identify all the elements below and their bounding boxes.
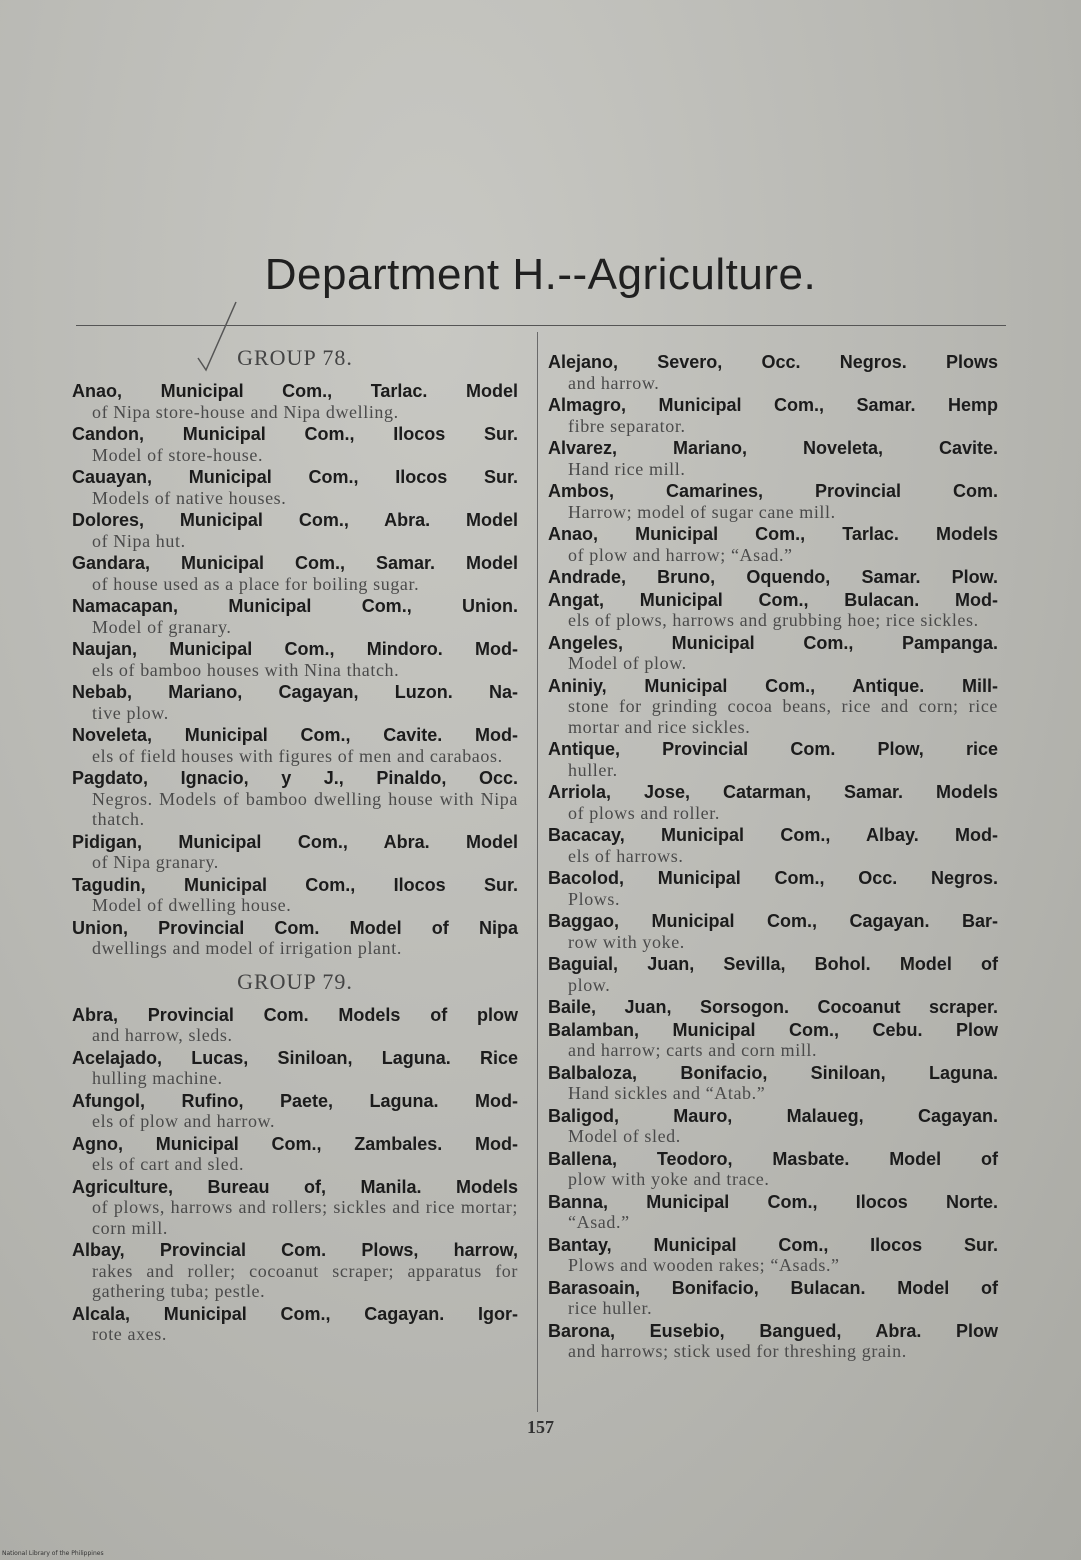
entry-description: Model of dwelling house.	[92, 895, 292, 915]
entry-name: Baggao, Municipal Com., Cagayan. Bar-	[548, 911, 998, 931]
catalog-entry	[548, 1321, 998, 1362]
entry-description: of plow and harrow; “Asad.”	[568, 544, 793, 565]
catalog-entry	[548, 1149, 998, 1190]
entry-description: els of bamboo houses with Nina thatch.	[92, 659, 400, 680]
entry-name: Tagudin, Municipal Com., Ilocos Sur.	[72, 874, 518, 895]
catalog-entry	[548, 825, 998, 866]
catalog-entry	[548, 1106, 998, 1147]
catalog-entry	[548, 782, 998, 823]
entry-name: Arriola, Jose, Catarman, Samar. Models	[548, 782, 998, 802]
catalog-entry	[548, 352, 998, 393]
entry-description: els of plow and harrow.	[92, 1111, 276, 1131]
page-title: Department H.--Agriculture.	[264, 250, 817, 299]
entry-description: Model of granary.	[92, 616, 232, 637]
catalog-entry	[548, 481, 998, 522]
catalog-entry	[72, 1091, 518, 1132]
catalog-entry	[72, 725, 518, 766]
catalog-entry	[548, 524, 998, 565]
entry-name: Pagdato, Ignacio, y J., Pinaldo, Occ.	[72, 768, 518, 788]
entry-name: Union, Provincial Com. Model of Nipa	[72, 917, 518, 938]
catalog-entry	[548, 997, 998, 1018]
entry-name: Bacacay, Municipal Com., Albay. Mod-	[548, 825, 998, 845]
catalog-entry	[548, 1192, 998, 1233]
entry-name: Agno, Municipal Com., Zambales. Mod-	[72, 1133, 518, 1154]
entry-name: Almagro, Municipal Com., Samar. Hemp	[548, 395, 998, 415]
entry-description: stone for grinding cocoa beans, rice and corn; rice mortar and rice sickles.	[568, 696, 998, 737]
entry-name: Afungol, Rufino, Paete, Laguna. Mod-	[72, 1090, 518, 1111]
entry-description: of plows, harrows and rollers; sickles and rice mortar; corn mill.	[92, 1197, 518, 1238]
page-number: 157	[527, 1417, 554, 1437]
footer-credit: National Library of the Philippines	[2, 1550, 104, 1557]
entry-name: Acelajado, Lucas, Siniloan, Laguna. Rice	[72, 1047, 518, 1068]
entry-name: Bantay, Municipal Com., Ilocos Sur.	[548, 1234, 998, 1255]
entry-description: and harrow.	[568, 372, 660, 393]
entry-description: of house used as a place for boiling sugar.	[92, 573, 420, 594]
entry-name: Cauayan, Municipal Com., Ilocos Sur.	[72, 467, 518, 487]
entry-name: Baligod, Mauro, Malaueg, Cagayan.	[548, 1105, 998, 1126]
entry-description: Hand sickles and “Atab.”	[568, 1083, 766, 1103]
entry-name: Alvarez, Mariano, Noveleta, Cavite.	[548, 438, 998, 458]
catalog-entry	[72, 832, 518, 873]
catalog-entry	[548, 911, 998, 952]
catalog-entry	[548, 1063, 998, 1104]
catalog-entry	[72, 918, 518, 959]
entry-description: Negros. Models of bamboo dwelling house with Nipa thatch.	[92, 788, 518, 829]
entry-description: “Asad.”	[568, 1212, 630, 1232]
entry-description: Plows.	[568, 888, 621, 909]
entry-description: Model of sled.	[568, 1126, 681, 1146]
entry-name: Angeles, Municipal Com., Pampanga.	[548, 632, 998, 653]
catalog-entry	[548, 739, 998, 780]
entry-name: Banna, Municipal Com., Ilocos Norte.	[548, 1191, 998, 1212]
entry-description: hulling machine.	[92, 1068, 223, 1088]
entry-description: Model of store-house.	[92, 444, 264, 465]
catalog-entry	[72, 1005, 518, 1046]
entry-description: row with yoke.	[568, 931, 685, 952]
entry-name: Anao, Municipal Com., Tarlac. Models	[548, 524, 998, 544]
catalog-entry	[548, 438, 998, 479]
entry-name: Barona, Eusebio, Bangued, Abra. Plow	[548, 1320, 998, 1341]
entry-name: Ballena, Teodoro, Masbate. Model of	[548, 1148, 998, 1169]
entry-description: and harrow; carts and corn mill.	[568, 1040, 818, 1060]
entry-name: Abra, Provincial Com. Models of plow	[72, 1004, 518, 1025]
entry-description: Plows and wooden rakes; “Asads.”	[568, 1255, 840, 1275]
entry-name: Nebab, Mariano, Cagayan, Luzon. Na-	[72, 682, 518, 702]
right-column	[548, 352, 998, 1364]
catalog-entry	[72, 467, 518, 508]
entry-name: Agriculture, Bureau of, Manila. Models	[72, 1176, 518, 1197]
catalog-entry	[72, 639, 518, 680]
entry-description: of Nipa store-house and Nipa dwelling.	[92, 401, 399, 422]
column-divider	[537, 332, 538, 1412]
entry-description: dwellings and model of irrigation plant.	[92, 938, 402, 958]
catalog-entry	[548, 676, 998, 738]
entry-description: fibre separator.	[568, 415, 686, 436]
entry-description: plow.	[568, 974, 611, 995]
catalog-entry	[548, 1235, 998, 1276]
entry-description: rice huller.	[568, 1298, 653, 1318]
entry-name: Alcala, Municipal Com., Cagayan. Igor-	[72, 1303, 518, 1324]
catalog-entry	[548, 395, 998, 436]
catalog-entry	[72, 553, 518, 594]
entry-description: of Nipa hut.	[92, 530, 186, 551]
entry-description: Models of native houses.	[92, 487, 287, 508]
entry-name: Anao, Municipal Com., Tarlac. Model	[72, 381, 518, 401]
entry-name: Albay, Provincial Com. Plows, harrow,	[72, 1240, 518, 1260]
catalog-entry	[72, 768, 518, 830]
entry-name: Pidigan, Municipal Com., Abra. Model	[72, 831, 518, 852]
entry-description: els of cart and sled.	[92, 1154, 245, 1174]
catalog-entry	[72, 1177, 518, 1239]
catalog-entry	[72, 682, 518, 723]
group-79-list	[72, 1005, 518, 1345]
entry-description: Harrow; model of sugar cane mill.	[568, 501, 836, 522]
entry-description: huller.	[568, 759, 618, 780]
entry-name: Andrade, Bruno, Oquendo, Samar. Plow.	[548, 567, 998, 587]
group-79-continued-list	[548, 352, 998, 1362]
group-79-heading: GROUP 79.	[237, 968, 353, 994]
catalog-entry	[72, 1240, 518, 1302]
entry-name: Candon, Municipal Com., Ilocos Sur.	[72, 424, 518, 444]
catalog-entry	[548, 868, 998, 909]
entry-name: Gandara, Municipal Com., Samar. Model	[72, 553, 518, 573]
catalog-entry	[72, 596, 518, 637]
entry-name: Dolores, Municipal Com., Abra. Model	[72, 510, 518, 530]
entry-description: tive plow.	[92, 702, 169, 723]
entry-name: Aniniy, Municipal Com., Antique. Mill-	[548, 675, 998, 696]
catalog-entry	[72, 875, 518, 916]
catalog-entry	[548, 1020, 998, 1061]
entry-name: Angat, Municipal Com., Bulacan. Mod-	[548, 589, 998, 610]
entry-description: els of field houses with figures of men and carabaos.	[92, 745, 503, 766]
catalog-entry	[72, 424, 518, 465]
entry-description: rakes and roller; cocoanut scraper; apparatus for gathering tuba; pestle.	[92, 1260, 518, 1301]
catalog-entry	[548, 590, 998, 631]
catalog-entry	[72, 1134, 518, 1175]
entry-description: Model of plow.	[568, 653, 687, 673]
entry-description: of Nipa granary.	[92, 852, 219, 872]
entry-description: and harrows; stick used for threshing grain.	[568, 1341, 907, 1361]
group-78-heading: GROUP 78.	[237, 345, 353, 370]
entry-description: plow with yoke and trace.	[568, 1169, 770, 1189]
entry-description: and harrow, sleds.	[92, 1025, 233, 1045]
entry-name: Noveleta, Municipal Com., Cavite. Mod-	[72, 725, 518, 745]
entry-name: Ambos, Camarines, Provincial Com.	[548, 481, 998, 501]
entry-name: Balamban, Municipal Com., Cebu. Plow	[548, 1019, 998, 1040]
catalog-entry	[72, 510, 518, 551]
left-column	[72, 345, 518, 1347]
entry-name: Antique, Provincial Com. Plow, rice	[548, 739, 998, 759]
entry-description: rote axes.	[92, 1324, 167, 1344]
catalog-entry	[548, 567, 998, 588]
entry-name: Naujan, Municipal Com., Mindoro. Mod-	[72, 639, 518, 659]
entry-name: Bacolod, Municipal Com., Occ. Negros.	[548, 868, 998, 888]
catalog-entry	[72, 1304, 518, 1345]
entry-description: els of plows, harrows and grubbing hoe; rice sickles.	[568, 610, 979, 630]
catalog-entry	[548, 633, 998, 674]
entry-name: Balbaloza, Bonifacio, Siniloan, Laguna.	[548, 1062, 998, 1083]
entry-name: Alejano, Severo, Occ. Negros. Plows	[548, 352, 998, 372]
entry-description: els of harrows.	[568, 845, 684, 866]
catalog-entry	[548, 1278, 998, 1319]
entry-description: of plows and roller.	[568, 802, 720, 823]
catalog-entry	[72, 381, 518, 422]
catalog-entry	[72, 1048, 518, 1089]
entry-description: Hand rice mill.	[568, 458, 686, 479]
catalog-entry	[548, 954, 998, 995]
entry-name: Namacapan, Municipal Com., Union.	[72, 596, 518, 616]
entry-name: Barasoain, Bonifacio, Bulacan. Model of	[548, 1277, 998, 1298]
group-78-list	[72, 381, 518, 959]
entry-name: Baguial, Juan, Sevilla, Bohol. Model of	[548, 954, 998, 974]
entry-name: Baile, Juan, Sorsogon. Cocoanut scraper.	[548, 997, 998, 1017]
